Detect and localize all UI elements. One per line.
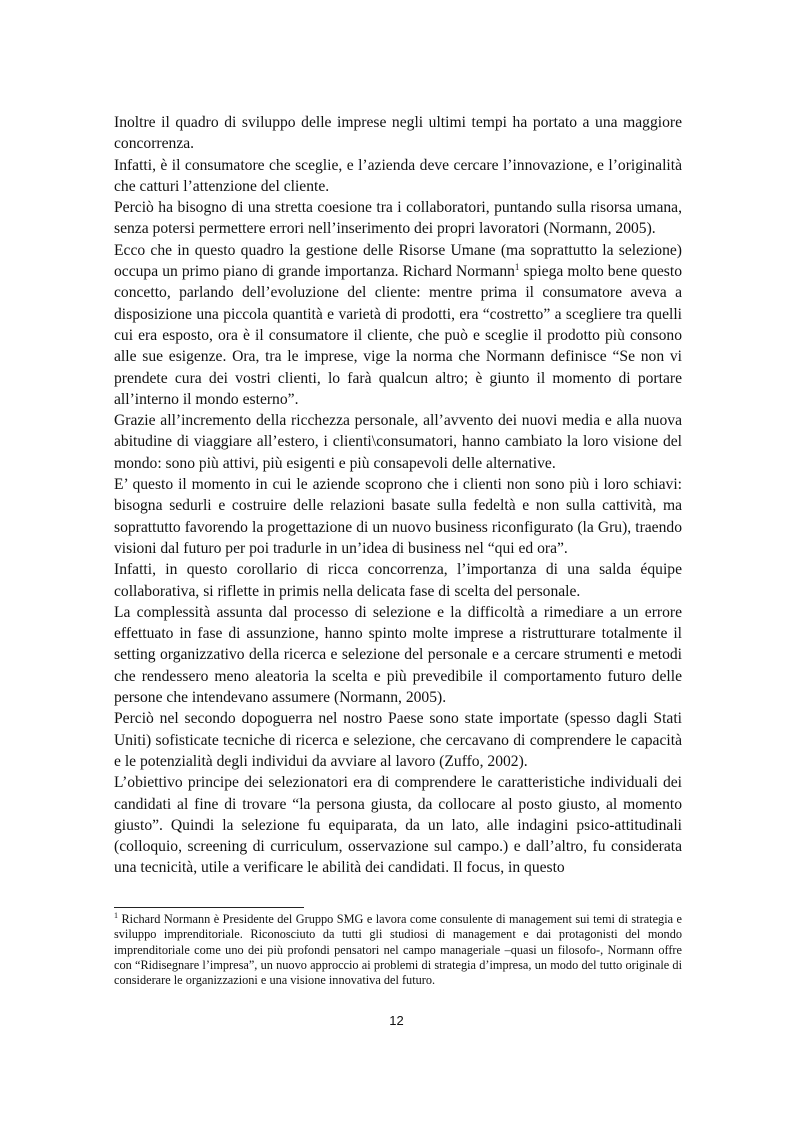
footnote-mark: 1 xyxy=(114,910,118,920)
paragraph: Grazie all’incremento della ricchezza personale, all’avvento dei nuovi media e alla nuova abitudine di viaggiare all’estero, i clienti\consumatori, hanno cambiato la loro visione del mondo: sono più attivi, più esigenti e più consapevoli delle alternative. xyxy=(114,412,682,472)
paragraph: E’ questo il momento in cui le aziende scoprono che i clienti non sono più i loro schiavi: bisogna sedurli e costruire delle relazioni basate sulla fedeltà e non sulla cattività, ma soprattutto favorendo la progettazione di un nuovo business riconfigurato (la Gru), traendo visioni dal futuro per poi tradurle in un’idea di business nel “qui ed ora”. xyxy=(114,476,682,557)
paragraph-text: spiega molto bene questo concetto, parlando dell’evoluzione del cliente: mentre prima il consumatore aveva a disposizione una piccola quantità e varietà di prodotti, era “costretto” a scegliere tra quelli cui era esposto, ora è il consumatore il cliente, che può e sceglie il prodotto più consono alle sue esigenze. Ora, tra le imprese, vige la norma che Normann definisce “Se non vi prendete cura dei vostri clienti, lo farà qualcun altro; è giunto il momento di portare all’interno il mondo esterno”. xyxy=(114,263,683,408)
paragraph: L’obiettivo principe dei selezionatori era di comprendere le caratteristiche individuali dei candidati al fine di trovare “la persona giusta, da collocare al posto giusto, al momento giusto”. Quindi la selezione fu equiparata, da un lato, alle indagini psico-attitudinali (colloquio, screening di curriculum, osservazione sul campo.) e dall’altro, fu considerata una tecnicità, utile a verificare le abilità dei candidati. Il focus, in questo xyxy=(114,774,682,877)
paragraph: La complessità assunta dal processo di selezione e la difficoltà a rimediare a un errore effettuato in fase di assunzione, hanno spinto molte imprese a ristrutturare totalmente il setting organizzativo della ricerca e selezione del personale e a cercare strumenti e metodi che rendessero meno aleatoria la scelta e più prevedibile il comportamento futuro delle persone che intendevano assumere (Normann, 2005). xyxy=(114,603,682,707)
footnote-text: Richard Normann è Presidente del Gruppo SMG e lavora come consulente di management sui temi di strategia e sviluppo imprenditoriale. Riconosciuto da tutti gli studiosi di management e dai protagonisti del mondo imprenditoriale come uno dei più profondi pensatori nel campo manageriale –quasi un filosofo-, Normann offre con “Ridisegnare l’impresa”, un nuovo approccio ai problemi di strategia d’impresa, un modo del tutto originale di considerare le organizzazioni e una visione innovativa del futuro. xyxy=(114,912,682,988)
paragraph: Perciò nel secondo dopoguerra nel nostro Paese sono state importate (spesso dagli Stati Uniti) sofisticate tecniche di ricerca e selezione, che cercavano di comprendere le capacità e le potenzialità degli individui da avviare al lavoro (Zuffo, 2002). xyxy=(114,710,682,770)
footnote-divider xyxy=(114,907,304,908)
body-text xyxy=(114,112,682,879)
footnote-reference[interactable]: 1 xyxy=(514,261,520,272)
document-page xyxy=(114,112,682,879)
page-number: 12 xyxy=(389,1013,404,1028)
paragraph xyxy=(114,240,682,410)
footnote xyxy=(114,912,682,988)
paragraph: Inoltre il quadro di sviluppo delle imprese negli ultimi tempi ha portato a una maggiore concorrenza. xyxy=(114,114,682,153)
paragraph: Perciò ha bisogno di una stretta coesione tra i collaboratori, puntando sulla risorsa umana, senza potersi permettere errori nell’inserimento dei propri lavoratori (Normann, 2005). xyxy=(114,199,682,238)
paragraph: Infatti, in questo corollario di ricca concorrenza, l’importanza di una salda équipe collaborativa, si riflette in primis nella delicata fase di scelta del personale. xyxy=(114,561,682,600)
paragraph-text: Ecco che in questo quadro la gestione delle Risorse Umane (ma soprattutto la selezione) occupa un primo piano di grande importanza. Richard Normann xyxy=(114,241,682,281)
paragraph: Infatti, è il consumatore che sceglie, e l’azienda deve cercare l’innovazione, e l’originalità che catturi l’attenzione del cliente. xyxy=(114,156,682,195)
